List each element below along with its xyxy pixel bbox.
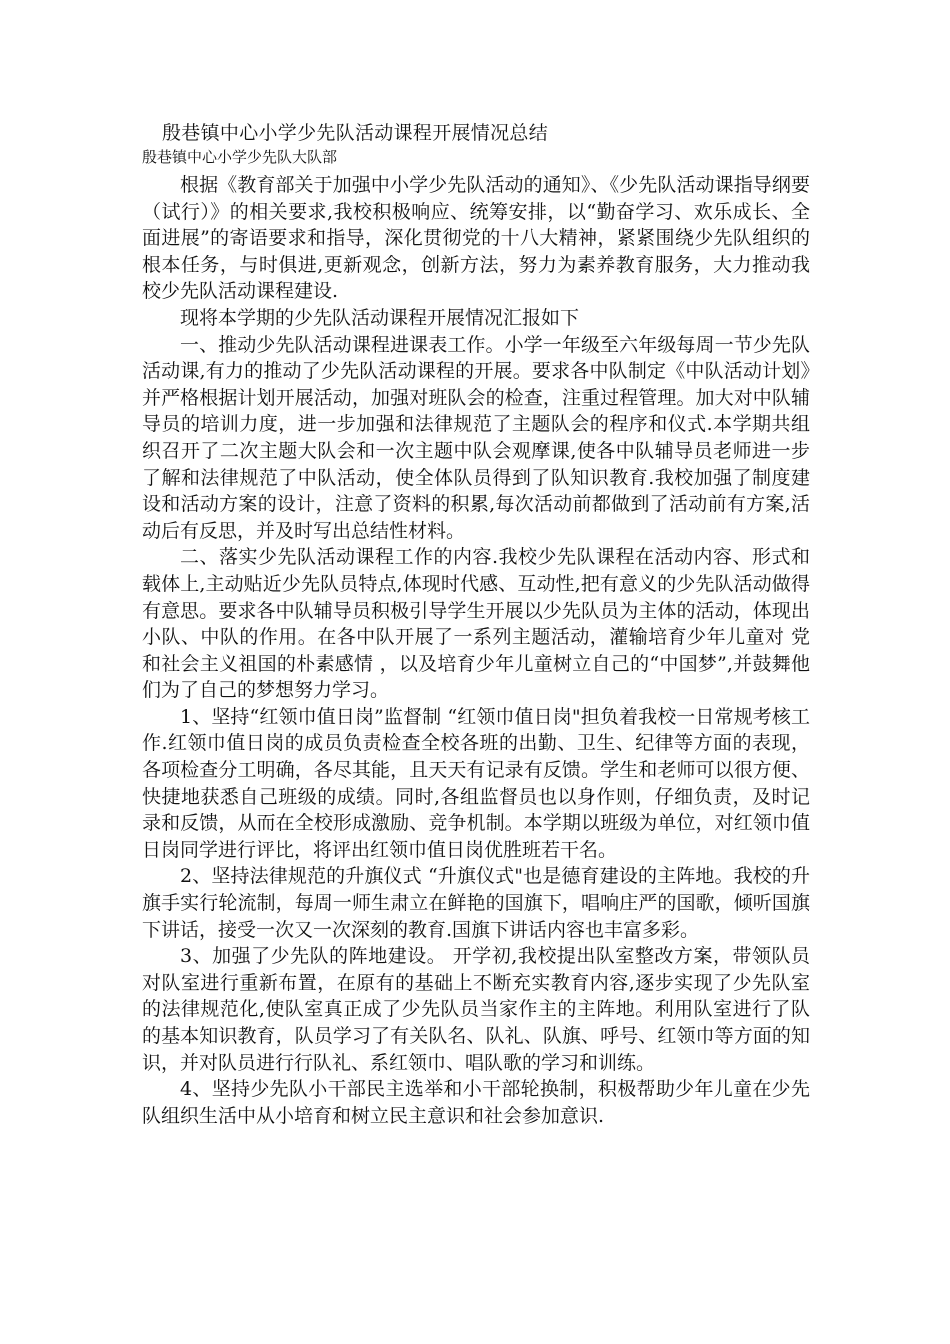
document-subtitle: 殷巷镇中心小学少先队大队部 (142, 148, 338, 166)
paragraph-item-one: 1、坚持“红领巾值日岗”监督制 “红领巾值日岗"担负着我校一日常规考核工作.红领巾值日岗的成员负责检查全校各班的出勤、卫生、纪律等方面的表现，各项检查分工明确，各尽其能，且天天有记录有反馈。学生和老师可以很方便、快捷地获悉自己班级的成绩。同时,各组监督员也以身作则，仔细负责，及时记录和反馈，从而在全校形成激励、竞争机制。本学期以班级为单位，对红领巾值日岗同学进行评比，将评出红领巾值日岗优胜班若干名。 (142, 705, 810, 861)
paragraph-section-one: 一、推动少先队活动课程进课表工作。小学一年级至六年级每周一节少先队活动课,有力的推动了少先队活动课程的开展。要求各中队制定《中队活动计划》并严格根据计划开展活动，加强对班队会的检查，注重过程管理。加大对中队辅导员的培训力度，进一步加强和法律规范了主题队会的程序和仪式.本学期共组织召开了二次主题大队会和一次主题中队会观摩课,使各中队辅导员老师进一步了解和法律规范了中队活动，使全体队员得到了队知识教育.我校加强了制度建设和活动方案的设计，注意了资料的积累,每次活动前都做到了活动前有方案,活动后有反思，并及时写出总结性材料。 (142, 333, 810, 542)
paragraph-item-four: 4、坚持少先队小干部民主选举和小干部轮换制，积极帮助少年儿童在少先队组织生活中从小培育和树立民主意识和社会参加意识. (142, 1078, 810, 1127)
paragraph-report-lead: 现将本学期的少先队活动课程开展情况汇报如下 (180, 306, 580, 329)
document-body (142, 120, 810, 1129)
paragraph-item-two: 2、坚持法律规范的升旗仪式 “升旗仪式"也是德育建设的主阵地。我校的升旗手实行轮流制，每周一师生肃立在鲜艳的国旗下，唱响庄严的国歌，倾听国旗下讲话，接受一次又一次深刻的教育.国旗下讲话内容也丰富多彩。 (142, 865, 810, 941)
paragraph-intro: 根据《教育部关于加强中小学少先队活动的通知》、《少先队活动课指导纲要（试行）》的相关要求,我校积极响应、统筹安排，以“勤奋学习、欢乐成长、全面进展”的寄语要求和指导，深化贯彻党的十八大精神，紧紧围绕少先队组织的根本任务，与时俱进,更新观念，创新方法，努力为素养教育服务，大力推动我校少先队活动课程建设. (142, 174, 810, 303)
paragraph-item-three: 3、加强了少先队的阵地建设。 开学初,我校提出队室整改方案，带领队员对队室进行重新布置，在原有的基础上不断充实教育内容,逐步实现了少先队室的法律规范化,使队室真正成了少先队员当家作主的主阵地。利用队室进行了队的基本知识教育，队员学习了有关队名、队礼、队旗、呼号、红领巾等方面的知识，并对队员进行行队礼、系红领巾、唱队歌的学习和训练。 (142, 945, 810, 1074)
document-title: 殷巷镇中心小学少先队活动课程开展情况总结 (162, 122, 549, 144)
paragraph-section-two: 二、落实少先队活动课程工作的内容.我校少先队课程在活动内容、形式和载体上,主动贴近少先队员特点,体现时代感、互动性,把有意义的少先队活动做得有意思。要求各中队辅导员积极引导学生开展以少先队员为主体的活动，体现出小队、中队的作用。在各中队开展了一系列主题活动，灌输培育少年儿童对 党和社会主义祖国的朴素感情 ，以及培育少年儿童树立自己的“中国梦”,并鼓舞他们为了自己的梦想努力学习。 (142, 546, 810, 702)
